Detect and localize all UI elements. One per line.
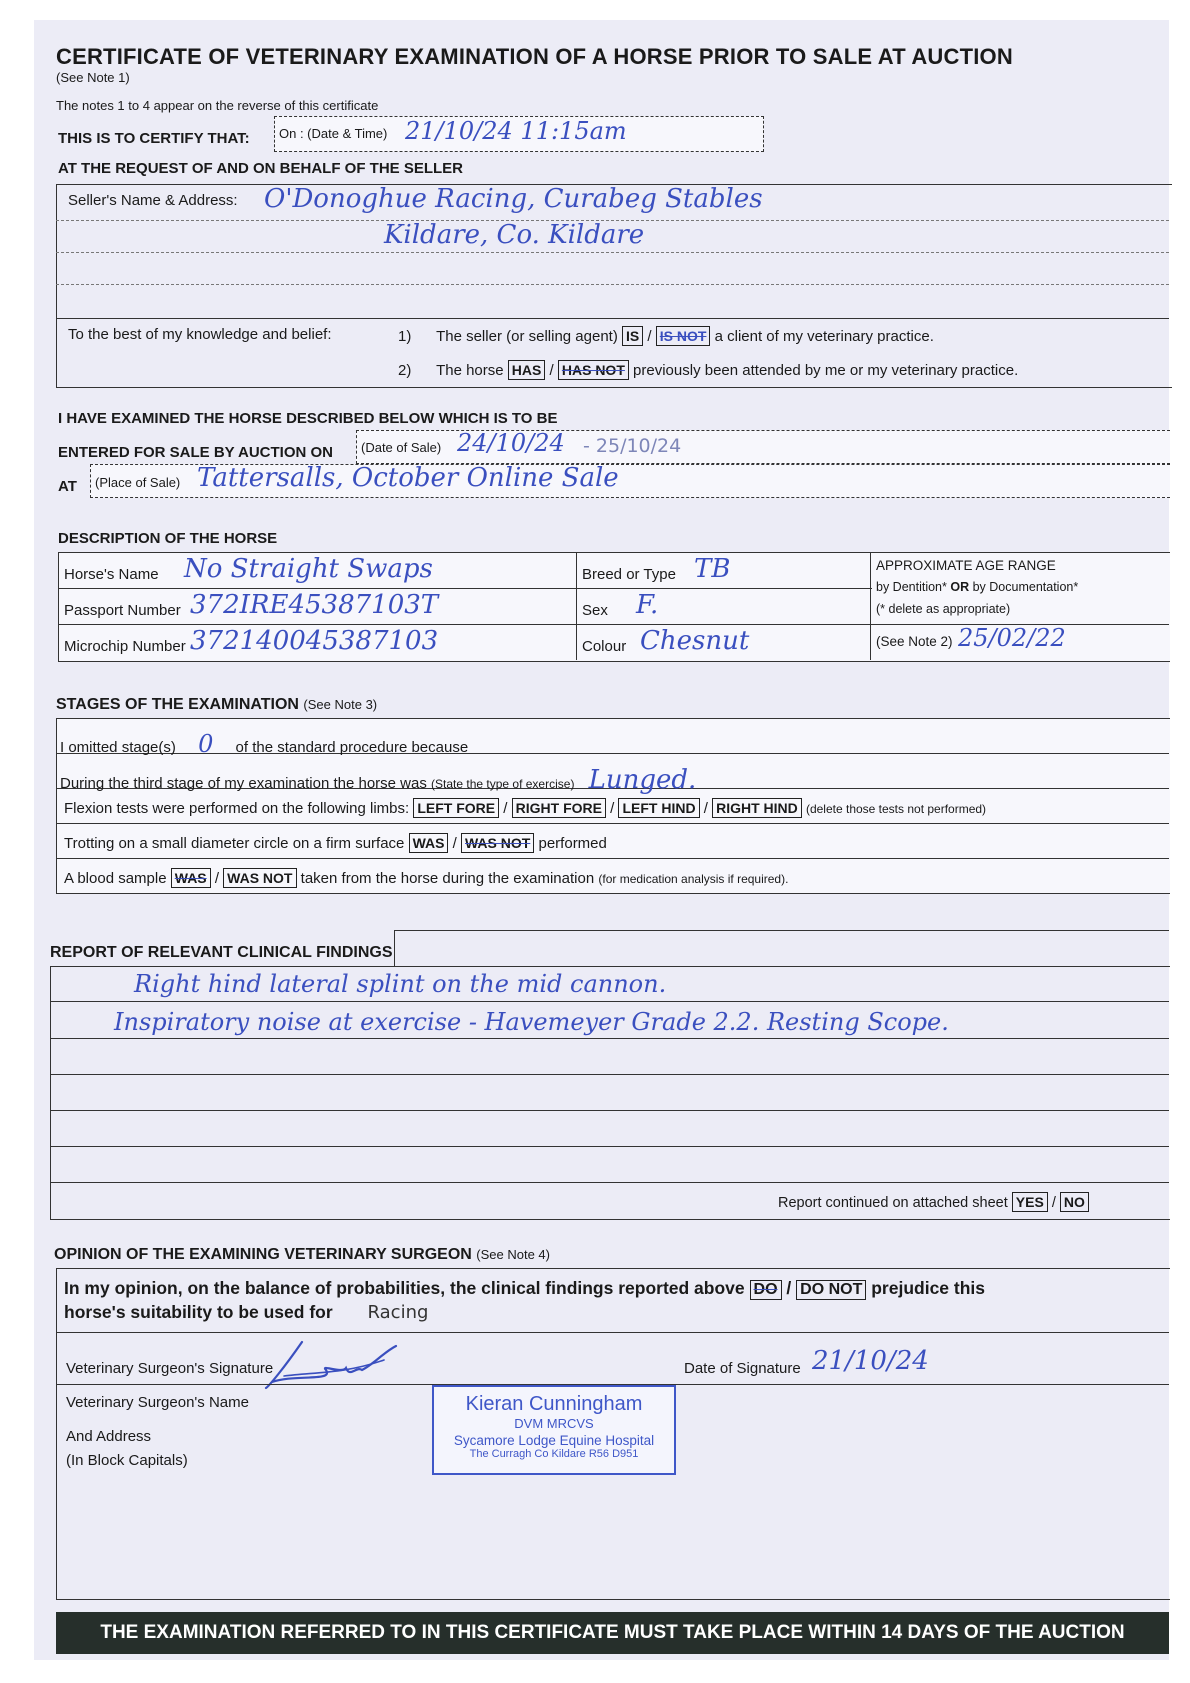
seller-line-1: O'Donoghue Racing, Curabeg Stables xyxy=(264,184,763,214)
continued-yes-option[interactable]: YES xyxy=(1012,1192,1048,1212)
omitted-post: of the standard procedure because xyxy=(235,739,469,756)
knowledge-item-2-num: 2) xyxy=(398,362,412,379)
entered-label: ENTERED FOR SALE BY AUCTION ON xyxy=(58,444,334,461)
desc-col-divider-2 xyxy=(870,552,871,660)
at-label: AT xyxy=(58,478,77,495)
age-title: APPROXIMATE AGE RANGE xyxy=(876,558,1056,573)
signature-scribble xyxy=(264,1338,404,1394)
exam-datetime-label: On : (Date & Time) xyxy=(279,126,388,141)
trot-was-not-option[interactable]: WAS NOT xyxy=(461,833,534,853)
age-by-documentation[interactable]: by Documentation* xyxy=(972,580,1079,594)
knowledge-item-1-post: a client of my veterinary practice. xyxy=(714,328,934,345)
client-is-not-option[interactable]: IS NOT xyxy=(656,326,711,346)
knowledge-item-2-post: previously been attended by me or my veterinary practice. xyxy=(633,362,1019,379)
report-line-3 xyxy=(50,1074,1169,1075)
stages-heading-text: STAGES OF THE EXAMINATION xyxy=(56,696,299,713)
client-is-option[interactable]: IS xyxy=(622,326,643,346)
vet-stamp xyxy=(432,1385,676,1475)
opinion-do-not-option[interactable]: DO NOT xyxy=(796,1280,866,1300)
flexion-sep-3: / xyxy=(703,800,708,817)
report-finding-1: Right hind lateral splint on the mid cannon. xyxy=(134,970,667,998)
desc-row-divider-1 xyxy=(58,588,872,589)
flexion-pre: Flexion tests were performed on the following limbs: xyxy=(64,800,410,817)
third-stage-pre: During the third stage of my examination the horse was xyxy=(60,775,427,792)
third-stage-note: (State the type of exercise) xyxy=(431,777,575,791)
sale-place-field[interactable] xyxy=(90,464,1170,498)
report-line-2 xyxy=(50,1038,1169,1039)
blood-pre: A blood sample xyxy=(64,870,167,887)
report-line-5 xyxy=(50,1146,1169,1147)
continued-no-option[interactable]: NO xyxy=(1060,1192,1089,1212)
knowledge-item-2 xyxy=(398,360,1018,380)
sale-date-value: 24/10/24 xyxy=(457,429,565,457)
horse-name-label: Horse's Name xyxy=(64,566,159,583)
stamp-address: The Curragh Co Kildare R56 D951 xyxy=(469,1448,639,1460)
flexion-note: (delete those tests not performed) xyxy=(805,802,987,816)
seller-label: Seller's Name & Address: xyxy=(68,192,238,209)
sale-place-label: (Place of Sale) xyxy=(95,475,181,490)
opinion-text-line2: horse's suitability to be used for xyxy=(64,1302,333,1322)
description-heading: DESCRIPTION OF THE HORSE xyxy=(58,530,278,547)
trot-was-option[interactable]: WAS xyxy=(409,833,449,853)
sale-date-label: (Date of Sale) xyxy=(361,440,442,455)
opinion-do-option[interactable]: DO xyxy=(750,1280,782,1300)
passport-label: Passport Number xyxy=(64,602,181,619)
stages-heading xyxy=(56,696,377,714)
examined-label: I HAVE EXAMINED THE HORSE DESCRIBED BELOW WHICH IS TO BE xyxy=(58,410,558,427)
opinion-divider-1 xyxy=(56,1332,1169,1333)
omitted-value[interactable]: 0 xyxy=(198,730,214,758)
opinion-text-pre: In my opinion, on the balance of probabilities, the clinical findings reported above xyxy=(64,1278,745,1298)
blood-post: taken from the horse during the examination xyxy=(300,870,595,887)
knowledge-item-1-num: 1) xyxy=(398,328,412,345)
exam-datetime-field[interactable] xyxy=(274,116,764,152)
report-heading-top-line xyxy=(394,930,1169,931)
sex-value[interactable]: F. xyxy=(636,590,659,620)
flexion-left-fore[interactable]: LEFT FORE xyxy=(413,798,499,818)
microchip-value[interactable]: 372140045387103 xyxy=(190,626,439,656)
opinion-sep: / xyxy=(786,1278,792,1298)
flexion-sep-1: / xyxy=(503,800,508,817)
flexion-right-fore[interactable]: RIGHT FORE xyxy=(512,798,606,818)
stages-heading-note: (See Note 3) xyxy=(303,697,378,712)
footer-banner: THE EXAMINATION REFERRED TO IN THIS CERTIFICATE MUST TAKE PLACE WITHIN 14 DAYS OF THE AUCTION xyxy=(56,1612,1169,1654)
passport-value[interactable]: 372IRE45387103T xyxy=(190,590,439,620)
report-continued-label: Report continued on attached sheet xyxy=(778,1195,1008,1211)
microchip-label: Microchip Number xyxy=(64,638,186,655)
colour-value[interactable]: Chesnut xyxy=(640,626,750,656)
vet-name-label: Veterinary Surgeon's Name xyxy=(66,1394,249,1411)
report-line-4 xyxy=(50,1110,1169,1111)
age-by-dentition[interactable]: by Dentition* xyxy=(876,580,947,594)
stamp-hospital: Sycamore Lodge Equine Hospital xyxy=(453,1433,655,1448)
report-finding-2: Inspiratory noise at exercise - Havemeyer Grade 2.2. Resting Scope. xyxy=(114,1008,949,1036)
signature-label: Veterinary Surgeon's Signature xyxy=(66,1360,274,1377)
certify-label: THIS IS TO CERTIFY THAT: xyxy=(58,130,250,147)
vet-address-label: And Address xyxy=(66,1428,152,1445)
blood-sep: / xyxy=(214,870,219,887)
exam-datetime-value: 21/10/24 11:15am xyxy=(405,117,627,145)
omitted-row xyxy=(60,730,468,758)
horse-name-value[interactable]: No Straight Swaps xyxy=(184,554,433,584)
opinion-heading-note: (See Note 4) xyxy=(476,1247,550,1262)
knowledge-label: To the best of my knowledge and belief: xyxy=(68,326,332,343)
third-stage-value[interactable]: Lunged. xyxy=(588,765,697,795)
blood-note: (for medication analysis if required). xyxy=(598,872,789,886)
sale-place-value: Tattersalls, October Online Sale xyxy=(197,463,619,493)
block-capitals-label: (In Block Capitals) xyxy=(66,1452,188,1469)
omitted-pre: I omitted stage(s) xyxy=(60,739,176,756)
age-or: OR xyxy=(950,580,970,594)
desc-col-divider-1 xyxy=(576,552,577,660)
trot-post: performed xyxy=(538,835,607,852)
age-value[interactable]: 25/02/22 xyxy=(958,624,1066,652)
opinion-heading xyxy=(54,1246,550,1264)
certificate-title: CERTIFICATE OF VETERINARY EXAMINATION OF A HORSE PRIOR TO SALE AT AUCTION xyxy=(56,44,1013,69)
stamp-name: Kieran Cunningham xyxy=(465,1393,643,1415)
trot-row xyxy=(64,833,607,853)
seller-section xyxy=(56,184,1172,388)
blood-was-not-option[interactable]: WAS NOT xyxy=(223,868,296,888)
knowledge-item-1-pre: The seller (or selling agent) xyxy=(436,328,618,345)
opinion-text xyxy=(64,1276,985,1325)
request-label: AT THE REQUEST OF AND ON BEHALF OF THE SELLER xyxy=(58,160,463,177)
third-stage-row xyxy=(60,765,696,795)
age-delete-note: (* delete as appropriate) xyxy=(876,602,1011,616)
report-line-6 xyxy=(50,1182,1169,1183)
seller-line-2: Kildare, Co. Kildare xyxy=(384,220,645,250)
blood-row xyxy=(64,868,788,888)
stamp-qualifications: DVM MRCVS xyxy=(514,1416,594,1431)
breed-value[interactable]: TB xyxy=(694,554,731,584)
sale-date-typed-value: - 25/10/24 xyxy=(583,435,682,457)
flexion-sep-2: / xyxy=(610,800,615,817)
see-note-1: (See Note 1) xyxy=(56,70,130,85)
knowledge-item-1 xyxy=(398,326,934,346)
continued-sep: / xyxy=(1051,1195,1056,1211)
flexion-row xyxy=(64,798,986,818)
report-heading: REPORT OF RELEVANT CLINICAL FINDINGS xyxy=(50,944,393,961)
date-signature-label: Date of Signature xyxy=(684,1360,801,1377)
colour-label: Colour xyxy=(582,638,627,655)
seller-divider-2 xyxy=(56,252,1169,253)
trot-sep: / xyxy=(452,835,457,852)
stages-divider-3 xyxy=(56,823,1169,824)
opinion-text-post: prejudice this xyxy=(871,1278,986,1298)
seller-divider-3 xyxy=(56,284,1169,285)
attended-has-not-option[interactable]: HAS NOT xyxy=(558,360,629,380)
age-see-note: (See Note 2) xyxy=(876,634,953,649)
breed-label: Breed or Type xyxy=(582,566,676,583)
sale-date-field[interactable] xyxy=(356,430,1170,464)
use-value[interactable]: Racing xyxy=(367,1302,429,1323)
blood-was-option[interactable]: WAS xyxy=(171,868,211,888)
knowledge-item-2-pre: The horse xyxy=(436,362,504,379)
report-line-1 xyxy=(50,1001,1169,1002)
sex-label: Sex xyxy=(582,602,608,619)
opinion-heading-text: OPINION OF THE EXAMINING VETERINARY SURGEON xyxy=(54,1246,472,1263)
notes-line: The notes 1 to 4 appear on the reverse of this certificate xyxy=(56,98,379,113)
seller-divider-4 xyxy=(56,318,1169,319)
trot-pre: Trotting on a small diameter circle on a firm surface xyxy=(64,835,405,852)
report-continued xyxy=(778,1192,1089,1212)
knowledge-item-2-sep: / xyxy=(549,362,554,379)
flexion-left-hind[interactable]: LEFT HIND xyxy=(618,798,699,818)
knowledge-item-1-sep: / xyxy=(647,328,652,345)
report-heading-side-line xyxy=(394,930,395,966)
flexion-right-hind[interactable]: RIGHT HIND xyxy=(712,798,802,818)
attended-has-option[interactable]: HAS xyxy=(508,360,546,380)
date-signature-value[interactable]: 21/10/24 xyxy=(812,1346,929,1376)
stages-divider-4 xyxy=(56,858,1169,859)
age-methods xyxy=(876,580,1078,594)
